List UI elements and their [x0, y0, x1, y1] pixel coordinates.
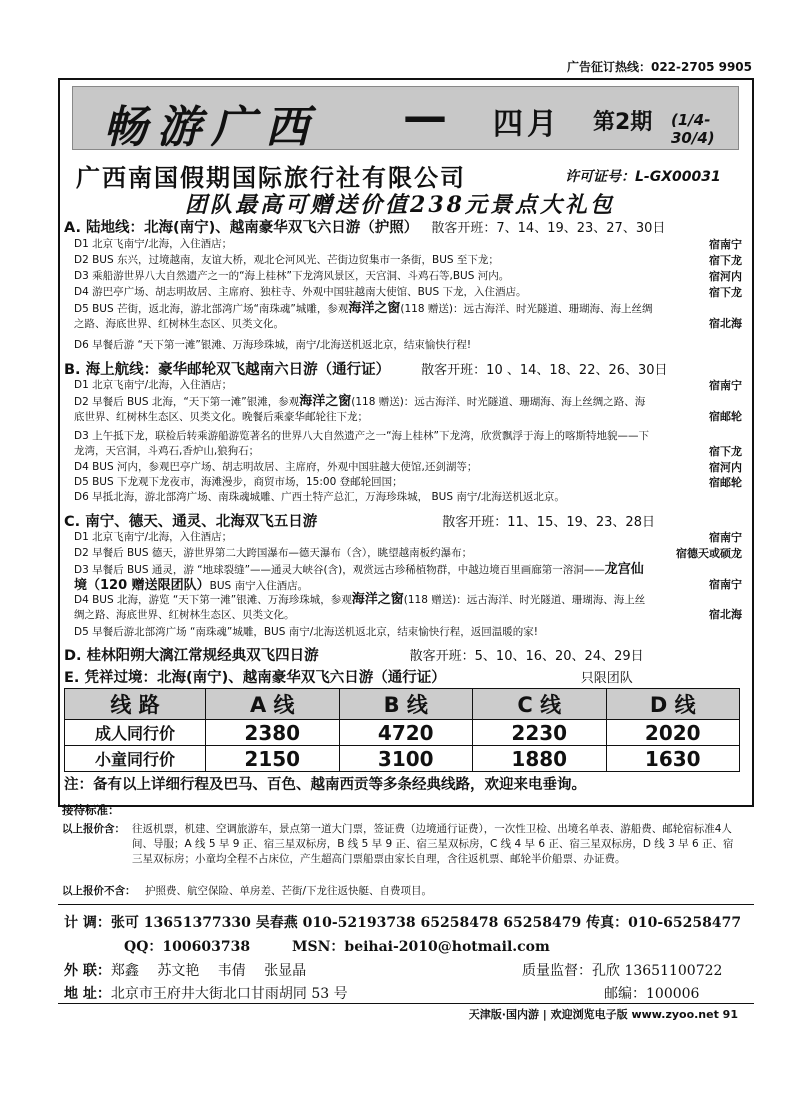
- adult-price-d: 2020: [606, 720, 740, 746]
- itinerary-c-d1: D1 北京飞南宁/北海，入住酒店； 宿南宁: [74, 531, 742, 544]
- contact-planner-row: [64, 912, 741, 932]
- itinerary-c-d5: D5 早餐后游北部湾广场 “南珠魂”城雕，BUS 南宁/北海送机返北京，结束愉快行程，返回温暖的家!: [74, 626, 538, 638]
- price-child-row: [65, 746, 740, 772]
- itinerary-a-d1: D1 北京飞南宁/北海，入住酒店； 宿南宁: [74, 238, 742, 251]
- overnight-location: 宿北海: [709, 608, 742, 621]
- banner-range: (1/4-30/4): [671, 111, 715, 147]
- external-label: 外 联：: [64, 963, 111, 979]
- postal-code: 邮编：100006: [604, 986, 700, 1002]
- contact-divider: [58, 904, 754, 905]
- itinerary-a-d5: D5 BUS 芒街，返北海，游北部湾广场“南珠魂”城雕，参观海洋之窗(118 赠送)：远古海洋、时光隧道、珊瑚海、海上丝绸之路、海底世界、红树林生态区、贝类文化。 宿北海: [74, 301, 742, 330]
- banner-issue: 第2期: [593, 110, 653, 135]
- banner-dash: —: [403, 91, 447, 142]
- section-e-title: E. 凭祥过境：北海(南宁)、越南豪华双飞六日游（通行证） 只限团队: [64, 670, 633, 686]
- itinerary-a-d2: D2 BUS 东兴，过境越南，友谊大桥，观北仑河风光、芒街边贸集市一条街，BUS 至下龙； 宿下龙: [74, 254, 742, 267]
- section-d-title: D. 桂林阳朔大漓江常规经典双飞四日游 散客开班：5、10、16、20、24、29日: [64, 648, 644, 664]
- itinerary-b-d5: D5 BUS 下龙观下龙夜市，海滩漫步，商贸市场，15:00 登邮轮回国； 宿邮轮: [74, 476, 742, 489]
- address-text: 北京市王府井大街北口甘雨胡同 53 号: [110, 986, 348, 1002]
- overnight-location: 宿邮轮: [709, 476, 742, 489]
- itinerary-b-d4: D4 BUS 河内，参观巴亭广场、胡志明故居、主席府，外观中国驻越大使馆,还剑湖等； 宿河内: [74, 461, 742, 474]
- child-price-c: 1880: [473, 746, 607, 772]
- banner-title: 畅游广西: [103, 102, 319, 153]
- agency-name: 广西南国假期国际旅行社有限公司: [76, 163, 466, 192]
- adult-price-a: 2380: [206, 720, 340, 746]
- address-label: 地 址：: [64, 986, 111, 1002]
- section-d-departures: 散客开班：5、10、16、20、24、29日: [409, 649, 644, 664]
- overnight-location: 宿河内: [709, 461, 742, 474]
- overnight-location: 宿德天或硕龙: [676, 547, 742, 560]
- footer-divider: [58, 1003, 754, 1004]
- itinerary-b-d6: D6 早抵北海，游北部湾广场、南珠魂城雕、广西土特产总汇，万海珍珠城， BUS 南宁/北海送机返北京。: [74, 491, 565, 503]
- overnight-location: 宿下龙: [709, 254, 742, 267]
- section-e-departures: 只限团队: [580, 671, 633, 686]
- page-footer: 天津版·国内游 | 欢迎浏览电子版 www.zyoo.net 91: [468, 1008, 738, 1021]
- overnight-location: 宿南宁: [709, 238, 742, 251]
- included-text: 往返机票，机建、空调旅游车，景点第一道大门票，签证费（边境通行证费），一次性卫检、出境名单表、游船费、邮轮宿标准4人间、导服；A 线 5 早 9 正、宿三星双标房，B 线 5 早 9 正、宿三星双标房，C 线 4 早 6 正、宿三星双标房，D 线 3 早 6 正、宿三星双标房；小童均全程不占床位，产生超高门票船票由家长自理，含往返机票、邮轮半价船票、办证费。: [132, 823, 734, 865]
- section-a-departures: 散客开班：7、14、19、23、27、30日: [431, 221, 666, 236]
- section-b-departures: 散客开班：10 、14、18、22、26、30日: [421, 363, 668, 378]
- contact-msn: MSN：beihai-2010@hotmail.com: [292, 939, 550, 955]
- overnight-location: 宿南宁: [709, 578, 742, 591]
- section-c-departures: 散客开班：11、15、19、23、28日: [442, 515, 655, 530]
- highlight-ocean-window: 海洋之窗: [348, 301, 401, 316]
- overnight-location: 宿北海: [709, 317, 742, 330]
- included-label: 以上报价含：: [62, 823, 125, 835]
- external-staff: 郑鑫 苏文艳 韦倩 张显晶: [110, 963, 307, 979]
- adult-price-c: 2230: [473, 720, 607, 746]
- highlight-ocean-window: 海洋之窗: [351, 592, 404, 607]
- contact-external-row: [64, 960, 306, 980]
- itinerary-b-d1: D1 北京飞南宁/北海，入住酒店； 宿南宁: [74, 379, 742, 392]
- header-line-a: A 线: [206, 689, 340, 720]
- standards-heading: 接待标准：: [62, 803, 120, 817]
- section-c-title: C. 南宁、德天、通灵、北海双飞五日游 散客开班：11、15、19、23、28日: [64, 514, 655, 530]
- child-price-b: 3100: [339, 746, 473, 772]
- planner-contacts: 张可 13651377330 吴春燕 010-52193738 65258478 65258479 传真：010-65258477: [110, 915, 742, 931]
- header-line-d: D 线: [606, 689, 740, 720]
- adult-label: 成人同行价: [65, 720, 206, 746]
- header-line-c: C 线: [473, 689, 607, 720]
- price-header-row: [65, 689, 740, 720]
- ad-hotline: 广告征订热线：022-2705 9905: [566, 60, 752, 74]
- header-route: 线 路: [65, 689, 206, 720]
- contact-qq: QQ：100603738: [124, 939, 251, 955]
- overnight-location: 宿南宁: [709, 531, 742, 544]
- itinerary-a-d3: D3 乘船游世界八大自然遗产之一的“海上桂林”下龙湾风景区，天宫洞、斗鸡石等,BUS 河内。 宿河内: [74, 270, 742, 283]
- itinerary-b-d2: D2 早餐后 BUS 北海，“天下第一滩”银滩，参观海洋之窗(118 赠送)：远古海洋、时光隧道、珊瑚海、海上丝绸之路、海底世界、红树林生态区、贝类文化。晚餐后乘豪华邮轮往下龙； 宿邮轮: [74, 394, 742, 423]
- child-label: 小童同行价: [65, 746, 206, 772]
- highlight-dragon-palace: 龙宫仙境（120 赠送限团队）: [74, 562, 644, 593]
- route-note: 注：备有以上详细行程及巴马、百色、越南西贡等多条经典线路，欢迎来电垂询。: [64, 777, 586, 793]
- itinerary-c-d4: D4 BUS 北海，游览 “天下第一滩”银滩、万海珍珠城，参观海洋之窗(118 赠送)：远古海洋、时光隧道、珊瑚海、海上丝绸之路、海底世界、红树林生态区、贝类文化。 宿北海: [74, 592, 742, 621]
- overnight-location: 宿下龙: [709, 286, 742, 299]
- highlight-ocean-window: 海洋之窗: [299, 394, 352, 409]
- quality-supervisor: 质量监督：孔欣 13651100722: [522, 963, 723, 979]
- itinerary-b-d3: D3 上午抵下龙，联检后转乘游船游览著名的世界八大自然遗产之一“海上桂林”下龙湾，欣赏飘浮于海上的喀斯特地貌——下龙湾，天宫洞，斗鸡石,香炉山,狼狗石； 宿下龙: [74, 430, 742, 458]
- section-a-title: A. 陆地线：北海(南宁)、越南豪华双飞六日游（护照） 散客开班：7、14、19、23、27、30日: [64, 220, 666, 236]
- header-line-b: B 线: [339, 689, 473, 720]
- planner-label: 计 调：: [64, 915, 111, 931]
- itinerary-c-d2: D2 早餐后 BUS 德天，游世界第二大跨国瀑布—德天瀑布（含），眺望越南板约瀑布； 宿德天或硕龙: [74, 547, 742, 560]
- overnight-location: 宿河内: [709, 270, 742, 283]
- excluded-label: 以上报价不含：: [62, 885, 136, 897]
- itinerary-a-d4: D4 游巴亭广场、胡志明故居、主席府、独柱寺、外观中国驻越南大使馆、BUS 下龙，入住酒店。 宿下龙: [74, 286, 742, 299]
- overnight-location: 宿南宁: [709, 379, 742, 392]
- excluded-text: 护照费、航空保险、单房差、芒街/下龙往返快艇、自费项目。: [145, 885, 433, 897]
- adult-price-b: 4720: [339, 720, 473, 746]
- child-price-a: 2150: [206, 746, 340, 772]
- promo-headline: 团队最高可赠送价值238元景点大礼包: [185, 192, 615, 218]
- overnight-location: 宿下龙: [709, 445, 742, 458]
- banner-month: 四月: [493, 107, 561, 142]
- section-b-title: B. 海上航线：豪华邮轮双飞越南六日游（通行证） 散客开班：10 、14、18、22、26、30日: [64, 362, 668, 378]
- overnight-location: 宿邮轮: [709, 410, 742, 423]
- price-table: [64, 688, 740, 772]
- itinerary-c-d3: D3 早餐后 BUS 通灵，游 “地球裂缝”——通灵大峡谷(含)，观赏远古珍稀植物群，中越边境百里画廊第一溶洞——龙宫仙境（120 赠送限团队）BUS 南宁入住酒店。 宿南宁: [74, 562, 742, 593]
- license-number: 许可证号：L-GX00031: [565, 169, 721, 185]
- itinerary-a-d6: D6 早餐后游 “天下第一滩”银滩、万海珍珠城，南宁/北海送机返北京，结束愉快行程!: [74, 339, 472, 351]
- child-price-d: 1630: [606, 746, 740, 772]
- price-adult-row: [65, 720, 740, 746]
- contact-address-row: [64, 983, 348, 1003]
- title-banner: [72, 86, 739, 153]
